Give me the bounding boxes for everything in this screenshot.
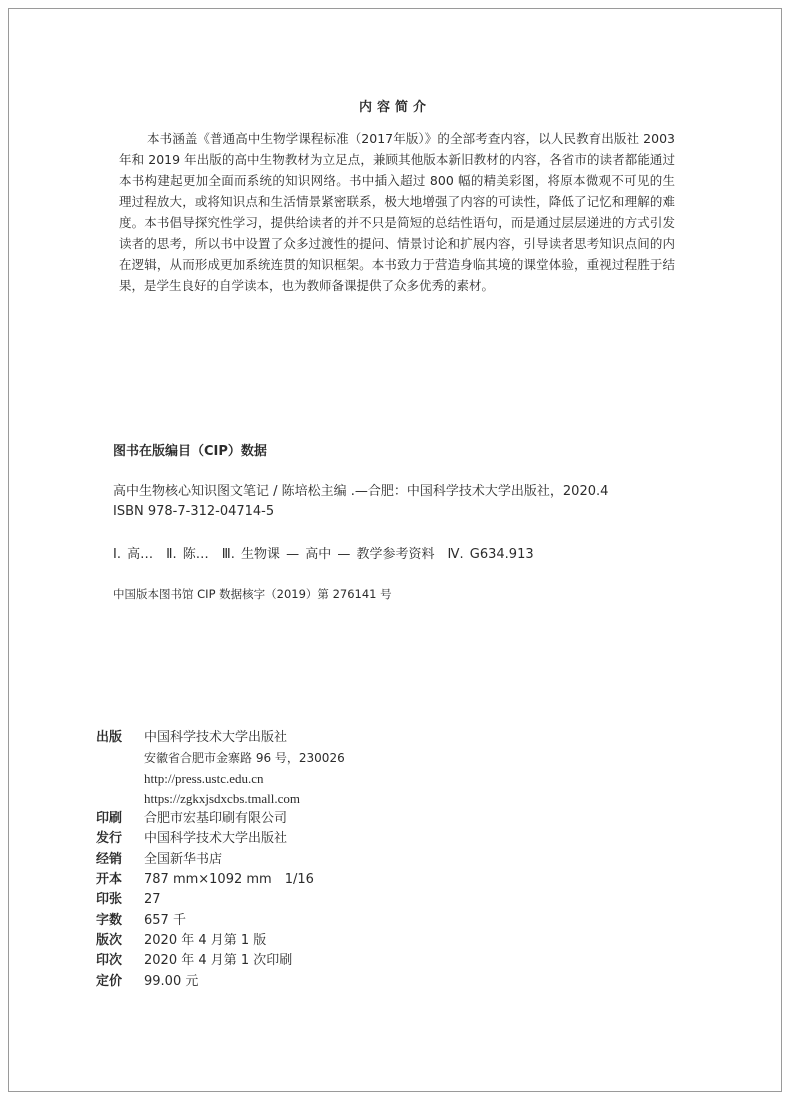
printer-value: 合肥市宏基印刷有限公司	[144, 811, 288, 827]
sheets-value: 27	[144, 892, 161, 908]
price-row	[96, 972, 516, 992]
publisher-label: 出版	[96, 730, 123, 745]
summary-paragraph: 本书涵盖《普通高中生物学课程标准（2017年版）》的全部考查内容，以人民教育出版社 2003 年和 2019 年出版的高中生物教材为立足点，兼顾其他版本新旧教材的内容，各省市的读者都能通过本书构建起更加全面而系统的知识网络。书中插入超过 800 幅的精美彩图，将原本微观不可见的生理过程放大，或将知识点和生活情景紧密联系，极大地增强了内容的可读性，降低了记忆和理解的难度。本书倡导探究性学习，提供给读者的并不只是简短的总结性语句，而是通过层层递进的方式引发读者的思考，所以书中设置了众多过渡性的提问、情景讨论和扩展内容，引导读者思考知识点间的内在逻辑，从而形成更加系统连贯的知识框架。本书致力于营造身临其境的课堂体验，重视过程胜于结果，是学生良好的自学读本，也为教师备课提供了众多优秀的素材。	[119, 131, 675, 293]
cip-heading: 图书在版编目（CIP）数据	[113, 444, 267, 459]
publisher-value: 中国科学技术大学出版社	[144, 730, 288, 745]
edition-label: 版次	[96, 932, 123, 948]
format-row	[96, 870, 516, 890]
cip-record	[113, 482, 713, 522]
cip-record-line: 高中生物核心知识图文笔记 / 陈培松主编 .—合肥：中国科学技术大学出版社，2020.4	[113, 484, 609, 499]
edition-row	[96, 931, 516, 951]
printer-row	[96, 809, 516, 829]
price-value: 99.00 元	[144, 973, 199, 989]
distributor-value: 中国科学技术大学出版社	[144, 831, 288, 847]
printer-label: 印刷	[96, 811, 123, 827]
publisher-address: 安徽省合肥市金寨路 96 号，230026	[144, 751, 345, 766]
sheets-label: 印张	[96, 892, 123, 908]
publication-info	[96, 728, 516, 992]
distributor-row	[96, 829, 516, 849]
publisher-row	[96, 728, 516, 748]
cip-number: 中国版本图书馆 CIP 数据核字（2019）第 276141 号	[113, 587, 392, 601]
edition-value: 2020 年 4 月第 1 版	[144, 932, 267, 948]
sheets-row	[96, 890, 516, 910]
price-label: 定价	[96, 973, 123, 989]
publisher-shop[interactable]: https://zgkxjsdxcbs.tmall.com	[144, 790, 300, 806]
format-label: 开本	[96, 872, 123, 888]
seller-value: 全国新华书店	[144, 851, 223, 867]
publisher-website[interactable]: http://press.ustc.edu.cn	[144, 770, 264, 786]
distributor-label: 发行	[96, 831, 123, 847]
printing-row	[96, 951, 516, 971]
seller-row	[96, 850, 516, 870]
word-count-value: 657 千	[144, 912, 186, 928]
summary-title: 内容简介	[358, 100, 431, 115]
format-value: 787 mm×1092 mm 1/16	[144, 872, 314, 888]
word-count-row	[96, 911, 516, 931]
printing-value: 2020 年 4 月第 1 次印刷	[144, 953, 293, 969]
cip-isbn: ISBN 978-7-312-04714-5	[113, 504, 275, 519]
cip-classification: Ⅰ. 高… Ⅱ. 陈… Ⅲ. 生物课 — 高中 — 教学参考资料 Ⅳ. G634.913	[113, 547, 534, 562]
word-count-label: 字数	[96, 912, 123, 928]
seller-label: 经销	[96, 851, 123, 867]
printing-label: 印次	[96, 953, 123, 969]
summary-body	[119, 128, 675, 296]
